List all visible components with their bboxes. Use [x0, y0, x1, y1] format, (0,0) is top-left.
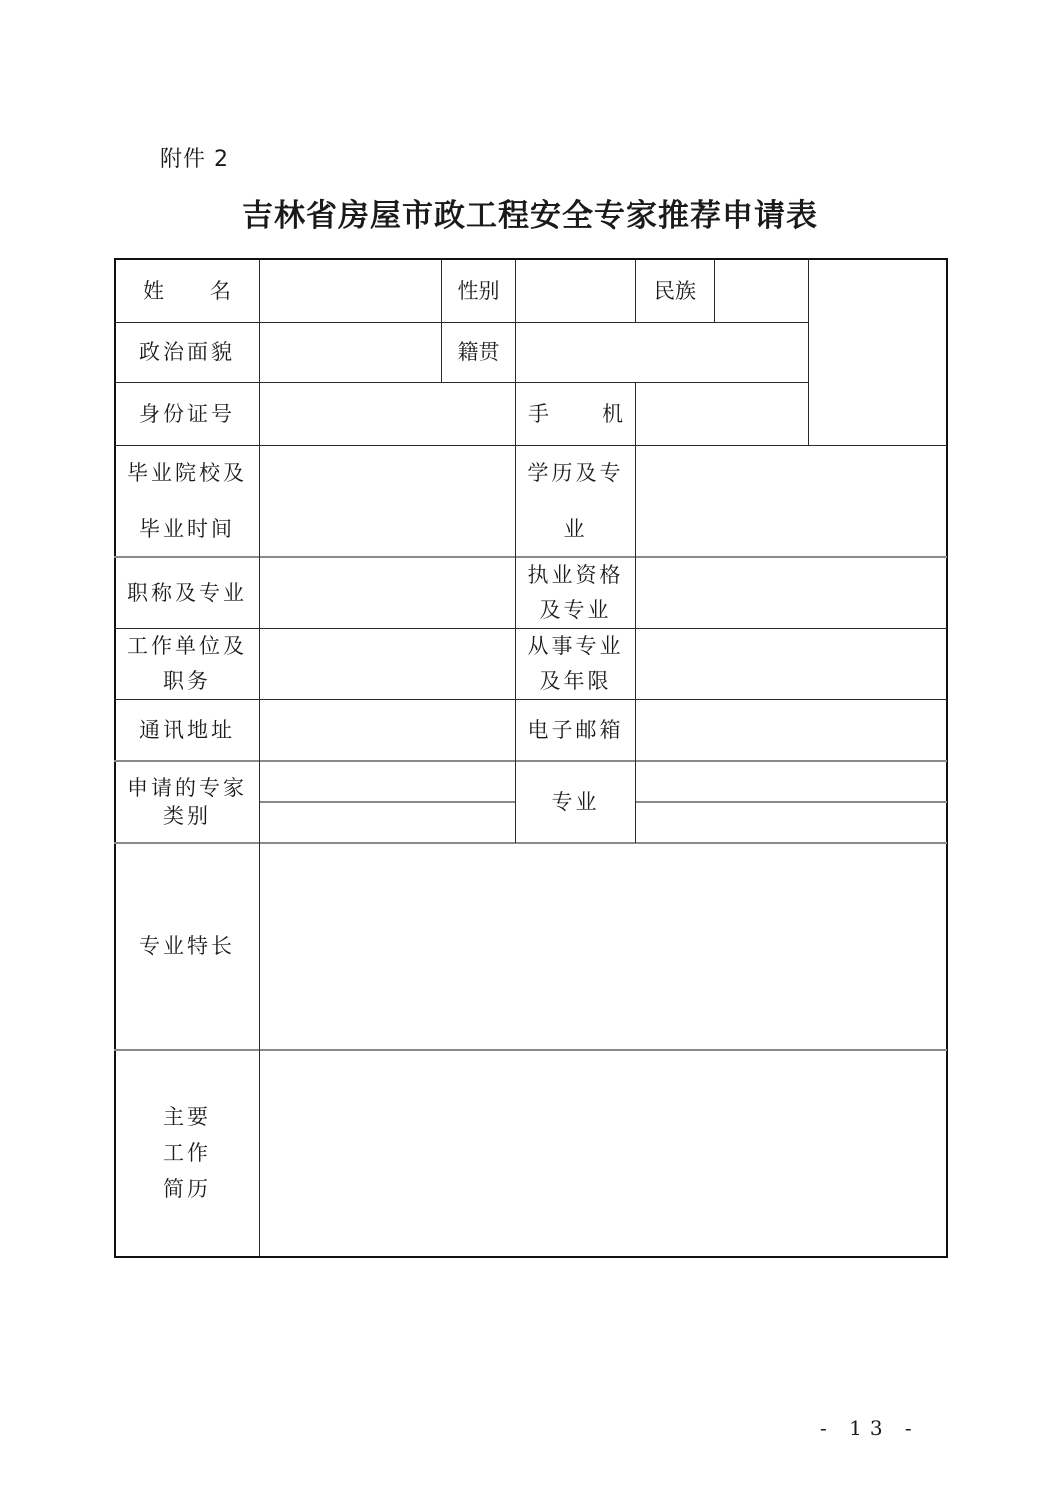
expert-category-field-2[interactable] — [260, 803, 515, 842]
label-ethnicity: 民族 — [654, 278, 696, 303]
email-field[interactable] — [636, 700, 945, 760]
label-school — [115, 446, 259, 556]
label-education — [516, 446, 635, 556]
id-number-field[interactable] — [260, 383, 515, 445]
employer-field[interactable] — [260, 629, 515, 699]
ethnicity-field[interactable] — [715, 260, 808, 322]
label-mobile — [516, 383, 635, 445]
label-resume-line3: 简历 — [163, 1176, 211, 1201]
education-field[interactable] — [636, 446, 945, 556]
label-name-part2: 名 — [210, 278, 231, 303]
school-field[interactable] — [260, 446, 515, 556]
specialty-field-1[interactable] — [636, 762, 945, 801]
page-number: - 13 - — [820, 1416, 920, 1440]
label-id-number: 身份证号 — [139, 401, 235, 426]
mobile-field[interactable] — [636, 383, 808, 445]
label-native-place: 籍贯 — [457, 340, 500, 364]
label-field-years — [516, 629, 635, 699]
label-field-years-line2: 及年限 — [539, 669, 612, 693]
label-gender: 性别 — [457, 278, 500, 303]
label-specialty: 专业 — [551, 789, 600, 814]
label-school-line1: 毕业院校及 — [127, 461, 247, 485]
label-category-line1: 申请的专家 — [127, 776, 247, 800]
label-resume-line1: 主要 — [163, 1104, 211, 1129]
photo-field[interactable] — [809, 260, 945, 445]
name-field[interactable] — [260, 260, 441, 322]
qualification-field[interactable] — [636, 558, 945, 628]
title-major-field[interactable] — [260, 558, 515, 628]
label-address: 通讯地址 — [139, 717, 235, 742]
label-qualification-line2: 及专业 — [539, 598, 612, 622]
label-qualification-line1: 执业资格 — [527, 563, 624, 587]
expertise-field[interactable] — [260, 844, 945, 1049]
political-status-field[interactable] — [260, 323, 441, 382]
label-mobile-part2: 机 — [602, 401, 623, 426]
label-field-years-line1: 从事专业 — [527, 634, 624, 658]
work-resume-field[interactable] — [260, 1051, 945, 1254]
label-school-line2: 毕业时间 — [139, 517, 235, 541]
label-political-status: 政治面貌 — [139, 340, 235, 364]
specialty-field-2[interactable] — [636, 803, 945, 842]
label-category-line2: 类别 — [163, 804, 211, 828]
expert-category-field-1[interactable] — [260, 762, 515, 801]
label-education-line1: 学历及专 — [527, 461, 624, 485]
label-email: 电子邮箱 — [527, 717, 624, 742]
gender-field[interactable] — [516, 260, 635, 322]
label-expertise: 专业特长 — [139, 934, 235, 958]
native-place-field[interactable] — [516, 323, 808, 382]
label-employer-line2: 职务 — [163, 669, 211, 693]
form-title: 吉林省房屋市政工程安全专家推荐申请表 — [242, 198, 818, 234]
label-name — [115, 260, 259, 322]
field-years-field[interactable] — [636, 629, 945, 699]
label-work-resume — [115, 1051, 259, 1254]
label-mobile-part1: 手 — [528, 401, 549, 426]
attachment-label: 附件 2 — [160, 147, 229, 172]
label-expert-category — [115, 762, 259, 842]
label-name-part1: 姓 — [143, 278, 164, 303]
address-field[interactable] — [260, 700, 515, 760]
label-qualification — [516, 558, 635, 628]
label-title-major: 职称及专业 — [127, 580, 247, 605]
label-employer — [115, 629, 259, 699]
label-employer-line1: 工作单位及 — [127, 634, 247, 658]
label-resume-line2: 工作 — [163, 1140, 211, 1165]
label-education-line2: 业 — [563, 517, 588, 541]
